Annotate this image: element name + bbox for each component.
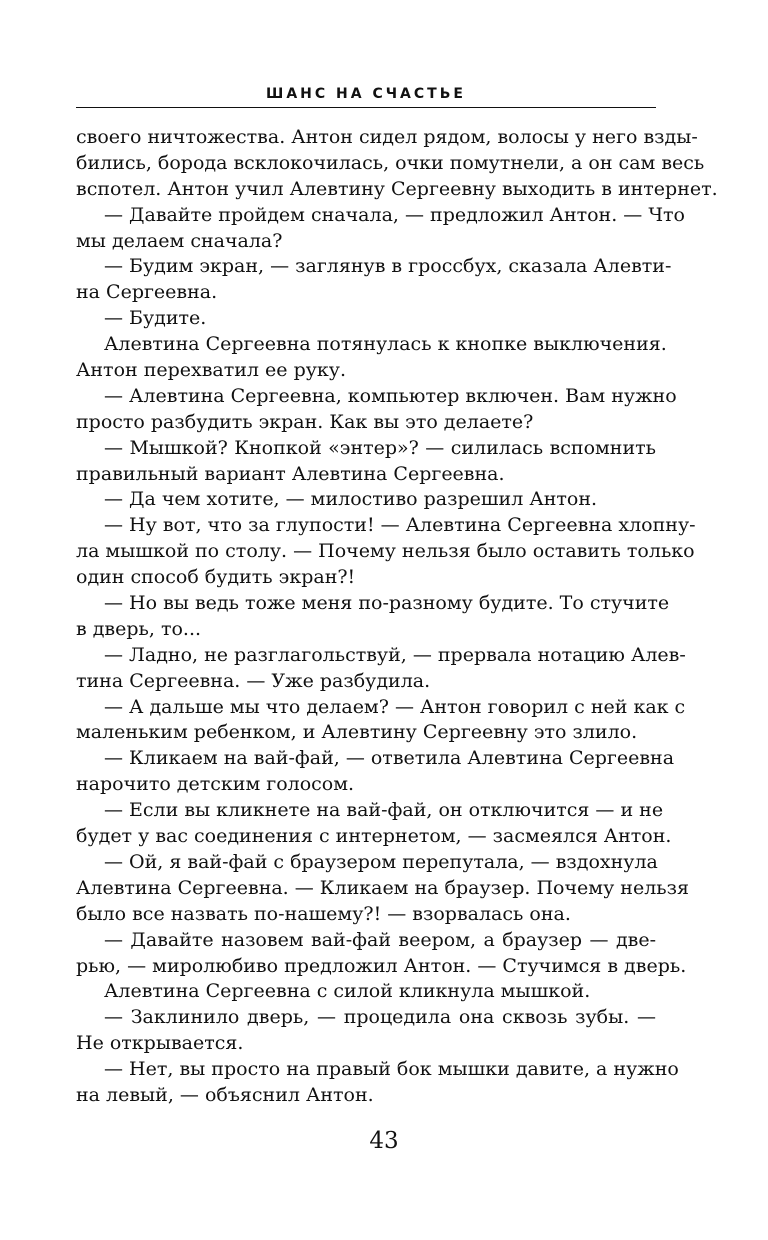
text-line: мы делаем сначала? [76, 229, 283, 252]
text-line: — А дальше мы что делаем? — Антон говорил с ней как с [104, 695, 686, 718]
text-line: Не открывается. [76, 1032, 244, 1055]
text-line: Алевтина Сергеевна. — Кликаем на браузер. Почему нельзя [76, 876, 689, 899]
text-line: — Нет, вы просто на правый бок мышки давите, а нужно [104, 1058, 679, 1081]
text-line: на Сергеевна. [76, 281, 218, 304]
text-line: — Давайте пройдем сначала, — предложил Антон. — Что [104, 203, 685, 226]
text-line: бились, борода всклокочилась, очки помутнели, а он сам весь [76, 151, 705, 174]
text-line: — Ладно, не разглагольствуй, — прервала нотацию Алев- [104, 643, 686, 666]
text-line: Антон перехватил ее руку. [76, 359, 347, 382]
text-line: будет у вас соединения с интернетом, — засмеялся Антон. [76, 825, 672, 848]
text-line: было все назвать по-нашему?! — взорвалась она. [76, 902, 571, 925]
running-head: ШАНС НА СЧАСТЬЕ [266, 86, 466, 102]
text-line: ла мышкой по столу. — Почему нельзя было оставить только [76, 540, 695, 563]
text-line: — Заклинило дверь, — процедила она сквозь зубы. — [104, 1006, 656, 1029]
text-line: вспотел. Антон учил Алевтину Сергеевну выходить в интернет. [76, 177, 718, 200]
text-line: на левый, — объяснил Антон. [76, 1083, 374, 1106]
text-line: маленьким ребенком, и Алевтину Сергеевну это злило. [76, 721, 638, 744]
text-line: просто разбудить экран. Как вы это делаете? [76, 410, 534, 433]
text-line: — Алевтина Сергеевна, компьютер включен. Вам нужно [104, 384, 677, 407]
text-line: — Мышкой? Кнопкой «энтер»? — силилась вспомнить [104, 436, 656, 459]
text-line: — Ой, я вай-фай с браузером перепутала, — вздохнула [104, 850, 658, 873]
text-line: своего ничтожества. Антон сидел рядом, волосы у него взды- [76, 126, 698, 148]
text-line: — Давайте назовем вай-фай веером, а браузер — две- [104, 928, 656, 951]
body-text [76, 125, 718, 1109]
text-line: — Да чем хотите, — милостиво разрешил Антон. [104, 488, 598, 511]
text-line: — Кликаем на вай-фай, — ответила Алевтина Сергеевна [104, 747, 675, 770]
text-line: — Будите. [104, 307, 207, 330]
text-line: Алевтина Сергеевна с силой кликнула мышкой. [104, 980, 591, 1003]
text-line: Алевтина Сергеевна потянулась к кнопке выключения. [104, 333, 667, 356]
text-line: рью, — миролюбиво предложил Антон. — Стучимся в дверь. [76, 954, 687, 977]
text-line: один способ будить экран?! [76, 566, 356, 589]
text-line: в дверь, то... [76, 617, 202, 640]
text-line: правильный вариант Алевтина Сергеевна. [76, 462, 505, 485]
text-line: — Будим экран, — заглянув в гроссбух, сказала Алевти- [104, 255, 672, 278]
text-line: — Ну вот, что за глупости! — Алевтина Сергеевна хлопну- [104, 514, 696, 537]
text-line: нарочито детским голосом. [76, 773, 355, 796]
header-rule [76, 107, 656, 108]
text-line: — Если вы кликнете на вай-фай, он отключится — и не [104, 799, 664, 822]
page-number: 43 [369, 1128, 399, 1154]
text-line: — Но вы ведь тоже меня по-разному будите. То стучите [104, 592, 670, 615]
text-line: тина Сергеевна. — Уже разбудила. [76, 669, 431, 692]
